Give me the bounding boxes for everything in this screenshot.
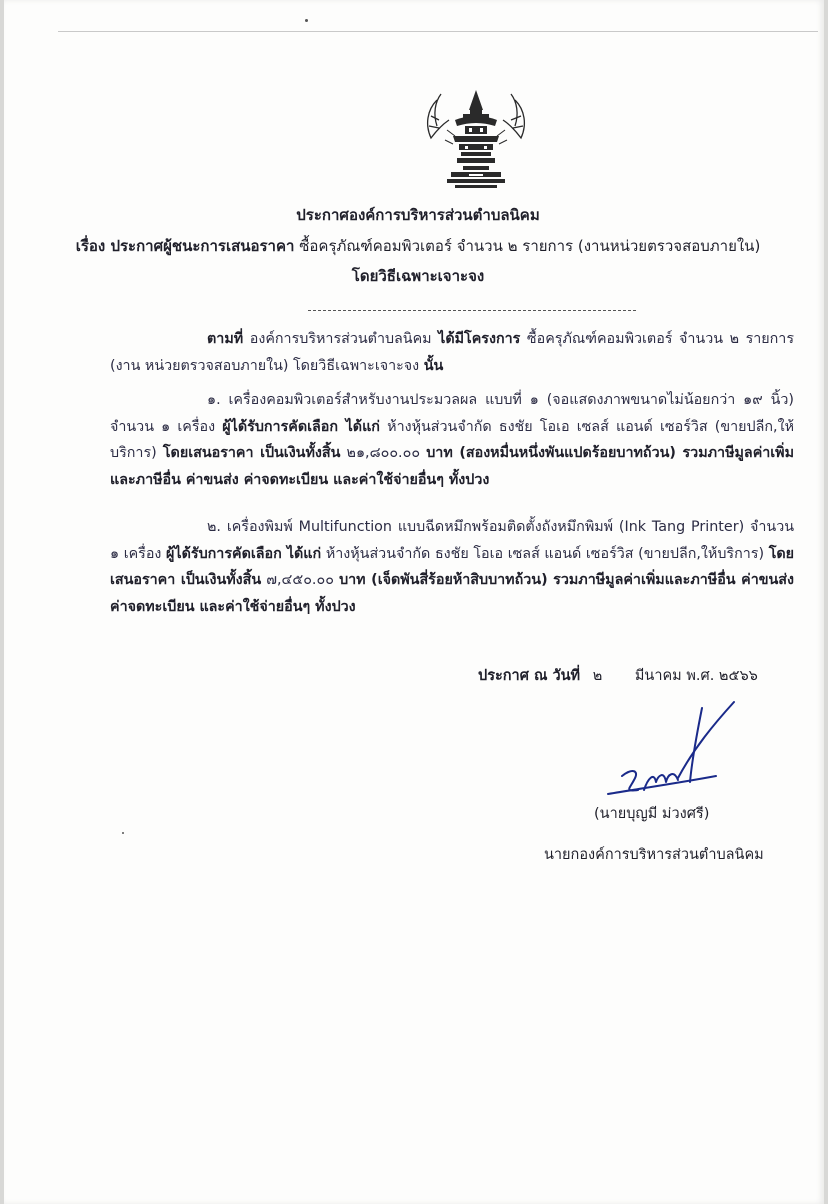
- item-1-paragraph: [110, 387, 794, 493]
- declaration-date: [478, 664, 758, 687]
- intro-text-4: ซื้อครุภัณฑ์คอมพิวเตอร์ จำนวน ๒ รายการ (งาน หน่วยตรวจสอบภายใน) โดยวิธีเฉพาะเจาะจง: [110, 331, 795, 374]
- item-1-text-6: บาท (สองหมื่นหนึ่งพันแปดร้อยบาทถ้วน) รวมภาษีมูลค่าเพิ่มและภาษีอื่น ค่าขนส่ง ค่าจดทะเบียน และค่าใช้จ่ายอื่นๆ ทั้งปวง: [110, 445, 795, 488]
- item-2-text-6: บาท (เจ็ดพันสี่ร้อยห้าสิบบาทถ้วน) รวมภาษีมูลค่าเพิ่มและภาษีอื่น ค่าขนส่ง ค่าจดทะเบียน และค่าใช้จ่ายอื่นๆ ทั้งปวง: [110, 572, 794, 615]
- intro-text-2: องค์การบริหารส่วนตำบลนิคม: [249, 331, 432, 347]
- paper-speck: [305, 19, 308, 22]
- item-2-amount: ๗,๔๕๐.๐๐: [266, 572, 334, 588]
- paper-speck: [122, 832, 124, 834]
- item-1-text-2: ผู้ได้รับการคัดเลือก ได้แก่: [222, 418, 380, 435]
- announcement-title: ประกาศองค์การบริหารส่วนตำบลนิคม: [296, 206, 540, 224]
- declaration-month-year: มีนาคม พ.ศ. ๒๕๖๖: [634, 668, 758, 684]
- signatory-position: นายกองค์การบริหารส่วนตำบลนิคม: [544, 847, 764, 863]
- item-2-text-1: ๒. เครื่องพิมพ์ Multifunction แบบฉีดหมึกพร้อมติดตั้งถังหมึกพิมพ์ (Ink Tang Printer) จำนวน ๑ เครื่อง: [110, 519, 794, 562]
- item-1-text-4: โดยเสนอราคา เป็นเงินทั้งสิ้น: [162, 445, 341, 461]
- declaration-day: ๒: [592, 668, 603, 684]
- announcement-subject: [4, 236, 828, 256]
- item-2-text-3: ห้างหุ้นส่วนจำกัด ธงชัย โอเอ เซลส์ แอนด์ เซอร์วิส (ขายปลีก,ให้บริการ): [325, 545, 765, 562]
- garuda-emblem-icon: [417, 80, 535, 192]
- intro-text-1: ตามที่: [207, 331, 244, 347]
- item-2-text-4: โดยเสนอราคา เป็นเงินทั้งสิ้น: [110, 545, 795, 588]
- item-1-text-3: ห้างหุ้นส่วนจำกัด ธงชัย โอเอ เซลส์ แอนด์ เซอร์วิส (ขายปลีก,ให้บริการ): [110, 418, 794, 461]
- procurement-method: โดยวิธีเฉพาะเจาะจง: [351, 267, 485, 285]
- item-1-text-1: ๑. เครื่องคอมพิวเตอร์สำหรับงานประมวลผล แบบที่ ๑ (จอแสดงภาพขนาดไม่น้อยกว่า ๑๙ นิ้ว) จำนวน ๑ เครื่อง: [110, 392, 794, 435]
- page-top-rule: [58, 31, 818, 32]
- header-separator: [308, 310, 636, 311]
- subject-text: ซื้อครุภัณฑ์คอมพิวเตอร์ จำนวน ๒ รายการ (งานหน่วยตรวจสอบภายใน): [299, 237, 761, 255]
- item-1-amount: ๒๑,๘๐๐.๐๐: [346, 445, 421, 461]
- handwritten-signature: [594, 698, 754, 808]
- declaration-label: ประกาศ ณ วันที่: [478, 668, 581, 684]
- intro-text-3: ได้มีโครงการ: [438, 331, 521, 347]
- intro-paragraph: [110, 326, 794, 379]
- intro-text-5: นั้น: [423, 357, 444, 374]
- item-2-text-2: ผู้ได้รับการคัดเลือก ได้แก่: [166, 545, 322, 562]
- signatory-name: (นายบุญมี ม่วงศรี): [594, 806, 710, 822]
- document-page: [4, 0, 824, 1204]
- subject-label: เรื่อง ประกาศผู้ชนะการเสนอราคา: [75, 237, 295, 255]
- item-2-paragraph: [110, 514, 794, 620]
